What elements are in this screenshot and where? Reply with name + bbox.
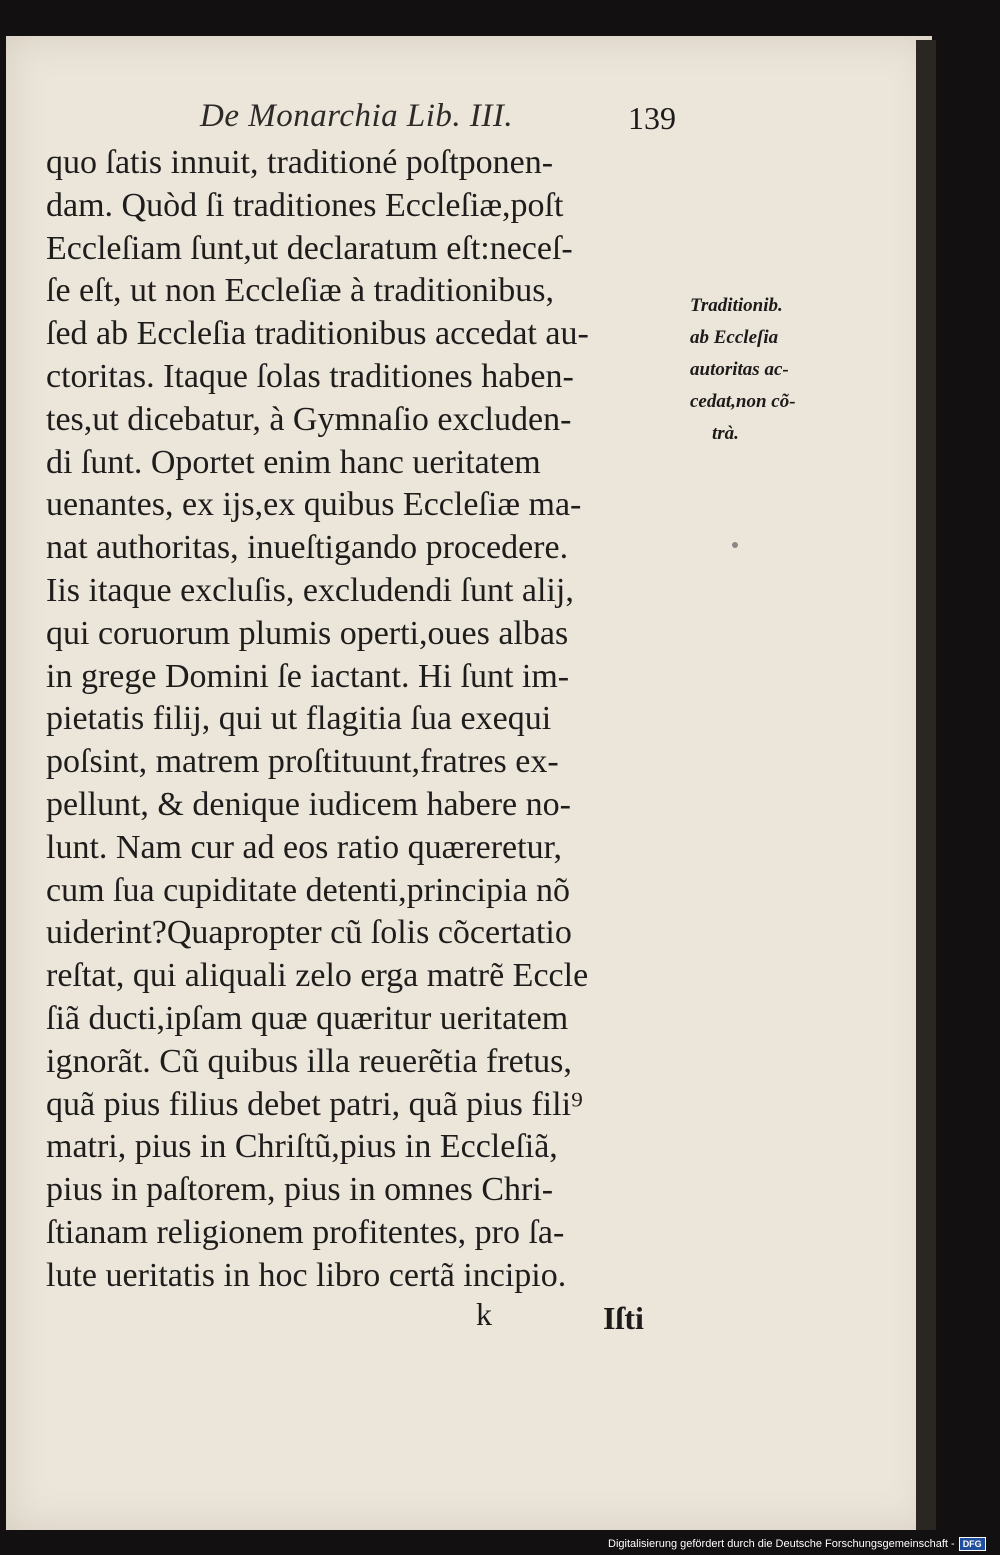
text-line: ſtianam religionem profitentes, pro ſa- [46,1213,565,1251]
text-line: cum ſua cupiditate detenti,principia nõ [46,871,570,909]
text-line: dam. Quòd ſi traditiones Eccleſiæ,poſt [46,186,564,224]
marginal-note-line: trà. [712,423,739,444]
marginal-note-line: cedat,non cõ- [690,391,796,412]
text-line: nat authoritas, inueſtigando procedere. [46,529,569,567]
text-line: di ſunt. Oportet enim hanc ueritatem [46,443,541,481]
dfg-logo-icon: DFG [959,1537,986,1551]
marginal-note-line: autoritas ac- [690,359,789,380]
text-line: tes,ut dicebatur, à Gymnaſio excluden- [46,400,572,438]
text-line: uiderint?Quapropter cũ ſolis cõcertatio [46,914,572,952]
text-line: lunt. Nam cur ad eos ratio quæreretur, [46,828,563,866]
text-line: pietatis filij, qui ut flagitia ſua exequi [46,700,552,738]
marginal-note-line: ab Eccleſia [690,327,779,348]
text-line: Iis itaque excluſis, excludendi ſunt alij, [46,571,574,609]
text-line: poſsint, matrem proſtituunt,fratres ex- [46,743,559,781]
text-line: reſtat, qui aliquali zelo erga matrẽ Eccle [46,957,589,995]
text-line: ſe eſt, ut non Eccleſiæ à traditionibus, [46,272,554,310]
text-line: ignorãt. Cũ quibus illa reuerẽtia fretus, [46,1042,572,1080]
footer-credit: Digitalisierung gefördert durch die Deutsche Forschungsgemeinschaft - [608,1538,955,1550]
text-line: Eccleſiam ſunt,ut declaratum eſt:neceſ- [46,229,573,267]
signature-mark: k [476,1296,492,1332]
text-line: ſed ab Eccleſia traditionibus accedat au- [46,315,589,353]
text-line: matri, pius in Chriſtũ,pius in Eccleſiã, [46,1128,558,1166]
text-line: ctoritas. Itaque ſolas traditiones haben- [46,357,574,395]
running-header: De Monarchia Lib. III. [200,98,514,134]
text-line: pius in paſtorem, pius in omnes Chri- [46,1171,554,1209]
text-line: uenantes, ex ijs,ex quibus Eccleſiæ ma- [46,486,582,524]
text-line: in grege Domini ſe iactant. Hi ſunt im- [46,657,570,695]
marginal-note [690,290,840,450]
footer-bar [608,1536,986,1552]
page-number: 139 [628,100,676,136]
ink-speck [732,542,738,548]
main-text-block [46,142,686,1298]
text-line: quã pius filius debet patri, quã pius fili⁹ [46,1085,583,1123]
catchword: Iſti [603,1300,644,1336]
text-line: pellunt, & denique iudicem habere no- [46,785,571,823]
text-line: ſiã ducti,ipſam quæ quæritur ueritatem [46,999,569,1037]
text-line: quo ſatis innuit, traditioné poſtponen- [46,144,554,181]
marginal-note-line: Traditionib. [690,295,783,316]
text-line: lute ueritatis in hoc libro certã incipio. [46,1256,567,1294]
text-line: qui coruorum plumis operti,oues albas [46,614,569,652]
page-edge-shadow [916,40,936,1530]
